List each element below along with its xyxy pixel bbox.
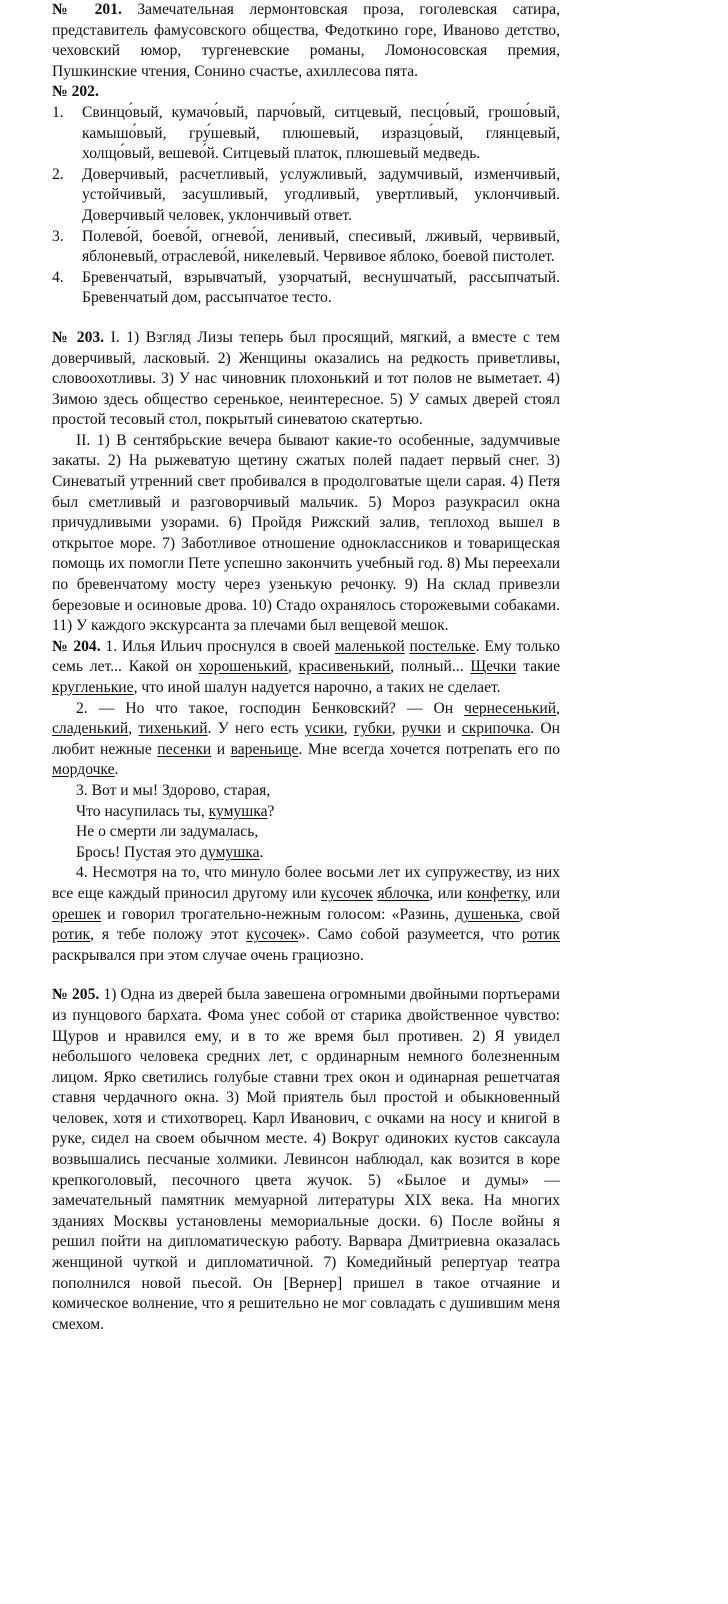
poem-line: [76, 843, 560, 864]
underlined-word: ручки: [401, 720, 441, 738]
text-run: , или: [527, 884, 560, 902]
item-text: Бревенчатый, взрывчатый, узорчатый, веснушчатый, рассыпчатый. Бревенчатый дом, рассыпчатое тесто.: [82, 268, 560, 307]
exercise-number: № 203.: [52, 328, 105, 346]
underlined-word: постельке: [409, 637, 476, 655]
item-number: 3.: [52, 227, 64, 245]
exercise-number: № 205.: [52, 986, 100, 1004]
text-run: ?: [267, 802, 275, 820]
exercise-203-part-1: [52, 328, 560, 431]
exercise-201: [52, 0, 560, 82]
text-run: ,: [391, 720, 402, 738]
text-run: Что насупилась ты,: [76, 802, 209, 820]
text-run: ». Само собой разумеется, что: [298, 926, 522, 944]
underlined-word: ротик: [521, 926, 560, 944]
exercise-number: № 202.: [52, 83, 99, 101]
text-run: ,: [128, 720, 139, 738]
underlined-word: кумушка: [208, 802, 268, 820]
text-run: , свой: [519, 905, 560, 923]
text-run: ,: [287, 658, 299, 676]
exercise-202-list: [52, 103, 560, 309]
text-run: . Мне всегда хочется потрепать его по: [298, 740, 560, 758]
list-item: [52, 227, 560, 268]
text-run: , я тебе положу этот: [90, 926, 247, 944]
underlined-word: кругленькие: [52, 679, 134, 696]
text-run: и: [211, 740, 231, 758]
list-item: [52, 268, 560, 309]
underlined-word: орешек: [52, 905, 102, 923]
text-run: . У него есть: [207, 720, 305, 738]
underlined-word: кусочек: [321, 884, 373, 902]
exercise-204-poem: [52, 781, 560, 863]
text-run: .: [259, 843, 264, 861]
underlined-word: душенька: [455, 905, 520, 923]
exercise-202-heading: [52, 82, 560, 103]
exercise-205: [52, 985, 560, 1335]
underlined-word: ротик: [52, 926, 91, 944]
exercise-204-part-2: [52, 699, 560, 781]
underlined-word: хорошенький: [198, 658, 288, 676]
underlined-word: яблочка: [377, 884, 430, 902]
underlined-word: маленькой: [334, 637, 405, 655]
underlined-word: чернесенький: [464, 699, 557, 717]
text-run: 1. Илья Ильич проснулся в своей: [105, 637, 335, 655]
item-text: Доверчивый, расчетливый, услужливый, задумчивый, изменчивый, устойчивый, засушливый, угодливый, увертливый, уклончивый. Доверчивый человек, уклончивый ответ.: [82, 165, 560, 224]
underlined-word: Щечки: [470, 658, 517, 676]
underlined-word: думушка: [200, 843, 260, 861]
text-run: , или: [429, 884, 467, 902]
poem-line: 3. Вот и мы! Здорово, старая,: [76, 781, 271, 799]
underlined-word: вареньице: [230, 740, 299, 758]
item-number: 2.: [52, 165, 64, 183]
item-text: Свинцо́вый, кумачо́вый, парчо́вый, ситцевый, песцо́вый, грошо́вый, камышо́вый, гру́шевый, плюшевый, изразцо́вый, глянцевый, холщо́вый, вешево́й. Ситцевый платок, плюшевый медведь.: [82, 103, 560, 163]
text-run: . Ему только семь лет... Какой он: [52, 637, 560, 676]
text-run: ,: [343, 720, 354, 738]
underlined-word: песенки: [157, 740, 212, 758]
text-run: , полный...: [390, 658, 471, 676]
underlined-word: конфетку: [466, 884, 528, 902]
exercise-203-part-2: [52, 431, 560, 637]
exercise-text: I. 1) Взгляд Лизы теперь был просящий, мягкий, а вместе с тем доверчивый, ласковый. 2) Женщины оказались на редкость приветливы, словоохотливы. 3) У нас чиновник плохонький и тот полов не выметает. 4) Зимою здесь общество серенькое, неинтересное. 5) У самых дверей стоял простой тесовый стол, покрытый синеватою скатертью.: [52, 328, 560, 429]
underlined-word: губки: [353, 720, 392, 738]
text-run: .: [114, 761, 119, 779]
spacer: [52, 309, 560, 328]
item-number: 4.: [52, 268, 64, 286]
underlined-word: мордочке: [52, 761, 115, 779]
text-run: раскрывался при этом случае очень грациозно.: [52, 946, 364, 964]
exercise-204-part-1: [52, 637, 560, 699]
list-item: [52, 165, 560, 227]
underlined-word: тихенький: [138, 720, 208, 738]
text-run: такие: [516, 658, 560, 676]
underlined-word: скрипочка: [461, 720, 531, 738]
text-run: Брось! Пустая это: [76, 843, 201, 861]
text-run: , что иной шалун надуется нарочно, а таких не сделает.: [133, 679, 501, 696]
exercise-text: II. 1) В сентябрьские вечера бывают какие-то особенные, задумчивые закаты. 2) На рыжеватую щетину сжатых полей падает первый снег. 3) Синеватый утренний свет пробивался в продолговатые щели сарая. 4) Петя был сметливый и разговорчивый мальчик. 5) Мороз разукрасил окна причудливыми узорами. 6) Пройдя Рижский залив, теплоход вышел в открытое море. 7) Заботливое отношение одноклассников и товарищеская помощь их помогли Пете успешно закончить учебный год. 8) Мы переехали по бревенчатому мосту через узенькую речонку. 9) На склад привезли березовые и осиновые дрова. 10) Стадо охранялось сторожевыми собаками. 11) У каждого экскурсанта за плечами был вещевой мешок.: [52, 431, 560, 635]
underlined-word: сладенький: [52, 720, 129, 738]
exercise-number: № 201.: [52, 1, 122, 18]
text-run: и говорил трогательно-нежным голосом: «Разинь,: [101, 905, 456, 923]
underlined-word: кусочек: [246, 926, 299, 944]
text-run: 2. — Но что такое, господин Бенковский? — Он: [76, 699, 465, 717]
exercise-204-part-4: [52, 863, 560, 966]
text-run: 4. Несмотря на то, что минуло более восьми лет их супружеству, из них все еще каждый приносил другому или: [52, 864, 560, 902]
item-number: 1.: [52, 103, 64, 121]
underlined-word: усики: [304, 720, 344, 738]
text-run: и: [440, 720, 462, 738]
list-item: [52, 103, 560, 165]
spacer: [52, 966, 560, 985]
item-text: Полево́й, боево́й, огнево́й, ленивый, спесивый, лживый, червивый, яблоневый, отраслево́й, никелевый. Червивое яблоко, боевой пистолет.: [82, 227, 560, 266]
underlined-word: красивенький: [298, 658, 391, 676]
exercise-text: 1) Одна из дверей была завешена огромными двойными портьерами из пунцового бархата. Фома унес собой от старика двойственное чувство: Щуров и нравился ему, и в то же время был противен. 2) Я увидел небольшого человека средних лет, с ординарным немного болезненным лицом. Ярко светились голубые ставни трех окон и одинарная решетчатая ставня чердачного окна. 3) Мой приятель был простой и обыкновенный человек, хотя и стихотворец. Карл Иванович, с очками на носу и книгой в руке, сидел на своем обычном месте. 4) Вокруг одиноких кустов саксаула возвышались песчаные холмики. Левинсон наблюдал, как возится в коре крепкоголовый, песочного цвета жучок. 5) «Былое и думы» — замечательный памятник мемуарной литературы XIX века. На многих зданиях Москвы установлены мемориальные доски. 6) После войны я решил пойти на дипломатическую работу. Варвара Дмитриевна оказалась женщиной чуткой и дипломатичной. 7) Комедийный репертуар театра пополнился новой пьесой. Он [Вернер] пришел в такое отчаяние и комическое волнение, что я решительно не мог совладать с душившим меня смехом.: [52, 986, 561, 1333]
poem-line: [76, 802, 560, 823]
poem-line: Не о смерти ли задумалась,: [76, 823, 259, 841]
text-run: ,: [556, 699, 560, 717]
text-run: . Он любит нежные: [52, 720, 561, 758]
exercise-text: Замечательная лермонтовская проза, гоголевская сатира, представитель фамусовского общества, Федоткино горе, Иваново детство, чеховский юмор, тургеневские романы, Ломоносовская премия, Пушкинские чтения, Сонино счастье, ахиллесова пята.: [52, 1, 560, 80]
exercise-number: № 204.: [52, 637, 101, 655]
